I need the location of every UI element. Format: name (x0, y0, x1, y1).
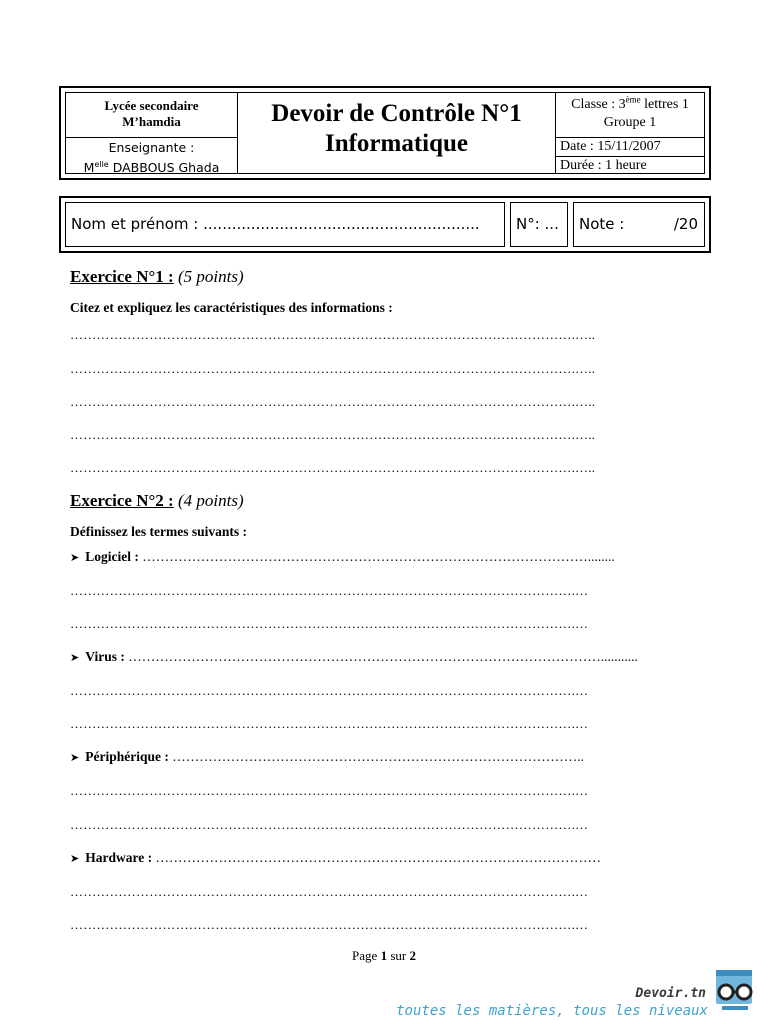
arrow-bullet-icon: ➤ (70, 651, 80, 664)
exam-header (59, 86, 711, 180)
answer-line[interactable]: …………………………………………………………………………………………………….… (70, 583, 589, 598)
answer-line[interactable]: …………………………………………………………………………………………………….… (70, 917, 589, 932)
answer-line[interactable]: …………………………………………………………………………………………………….….. (70, 394, 596, 409)
class-line (556, 96, 704, 114)
term-virus (70, 649, 698, 665)
answer-line[interactable]: …………………………………………………………………………………………………….… (70, 616, 589, 631)
grade-max: /20 (673, 215, 698, 233)
grade-field (573, 202, 705, 247)
term-label: Logiciel : (85, 549, 139, 564)
answer-line[interactable]: …………………………………………………………………………………………………….….. (70, 427, 596, 442)
teacher-name-line (66, 156, 237, 176)
page-mid: sur (387, 948, 410, 963)
teacher-label: Enseignante : (108, 140, 195, 155)
exercise-2-instruction: Définissez les termes suivants : (70, 524, 247, 539)
exercise-1-instruction: Citez et expliquez les caractéristiques des informations : (70, 300, 393, 315)
page-total: 2 (409, 948, 416, 963)
answer-line[interactable]: …………………………………………………………………………………………………….… (70, 817, 589, 832)
duration-cell: Durée : 1 heure (560, 158, 647, 173)
group-line: Groupe 1 (603, 115, 657, 130)
exercise-2-heading: Exercice N°2 : (70, 491, 174, 510)
answer-line[interactable]: …………………………………………………………………………………………………….….. (70, 361, 596, 376)
term-peripherique (70, 749, 698, 765)
student-number-field[interactable]: N°: ... (510, 202, 568, 247)
watermark-brand: Devoir.tn (635, 986, 706, 1001)
teacher-name: DABBOUS Ghada (108, 160, 220, 176)
exercise-2-title (70, 491, 244, 511)
term-answer[interactable]: ……………………………………………………………………………………… (155, 850, 601, 865)
school-cell (66, 93, 238, 138)
exercise-1-points: (5 points) (177, 267, 244, 286)
term-answer[interactable]: ………………………………………………………………………………………........ (142, 549, 615, 564)
exam-title: Devoir de Contrôle N°1 (271, 100, 522, 127)
class-prefix: Classe : 3 (571, 97, 626, 112)
teacher-title: M (83, 160, 95, 176)
date-cell: Date : 15/11/2007 (556, 138, 704, 157)
term-logiciel (70, 549, 698, 565)
class-cell (556, 93, 704, 138)
term-answer[interactable]: ……………………………………………………………………………….. (172, 749, 584, 764)
term-answer[interactable]: ……………………………………………………………………………………………........... (128, 649, 638, 664)
page-prefix: Page (352, 948, 381, 963)
teacher-cell (66, 138, 238, 176)
term-label: Hardware : (85, 850, 153, 865)
student-info-row (59, 196, 711, 253)
exercise-1-heading: Exercice N°1 : (70, 267, 174, 286)
term-label: Virus : (85, 649, 125, 664)
term-label: Périphérique : (85, 749, 169, 764)
answer-line[interactable]: …………………………………………………………………………………………………….… (70, 884, 589, 899)
exam-subject: Informatique (324, 130, 469, 157)
answer-line[interactable]: …………………………………………………………………………………………………….….. (70, 460, 596, 475)
exercise-2-points: (4 points) (177, 491, 244, 510)
answer-line[interactable]: …………………………………………………………………………………………………….… (70, 783, 589, 798)
devoir-logo-icon (712, 968, 758, 1014)
page-number (0, 948, 768, 964)
arrow-bullet-icon: ➤ (70, 751, 80, 764)
answer-line[interactable]: …………………………………………………………………………………………………….… (70, 683, 589, 698)
class-sup: ème (625, 94, 641, 105)
school-city: M’hamdia (122, 114, 181, 129)
class-suffix: lettres 1 (640, 97, 689, 112)
arrow-bullet-icon: ➤ (70, 551, 80, 564)
school-name: Lycée secondaire (104, 98, 199, 113)
page-current: 1 (380, 948, 388, 963)
student-name-field[interactable]: Nom et prénom : .......................................................... (65, 202, 505, 247)
exam-title-cell (238, 93, 556, 173)
watermark-slogan: toutes les matières, tous les niveaux (396, 1003, 708, 1019)
grade-label: Note : (579, 215, 625, 233)
arrow-bullet-icon: ➤ (70, 852, 80, 865)
exercise-1-title (70, 267, 244, 287)
teacher-title-sup: elle (94, 160, 109, 169)
term-hardware (70, 850, 698, 866)
answer-line[interactable]: …………………………………………………………………………………………………….….. (70, 327, 596, 342)
answer-line[interactable]: …………………………………………………………………………………………………….… (70, 716, 589, 731)
